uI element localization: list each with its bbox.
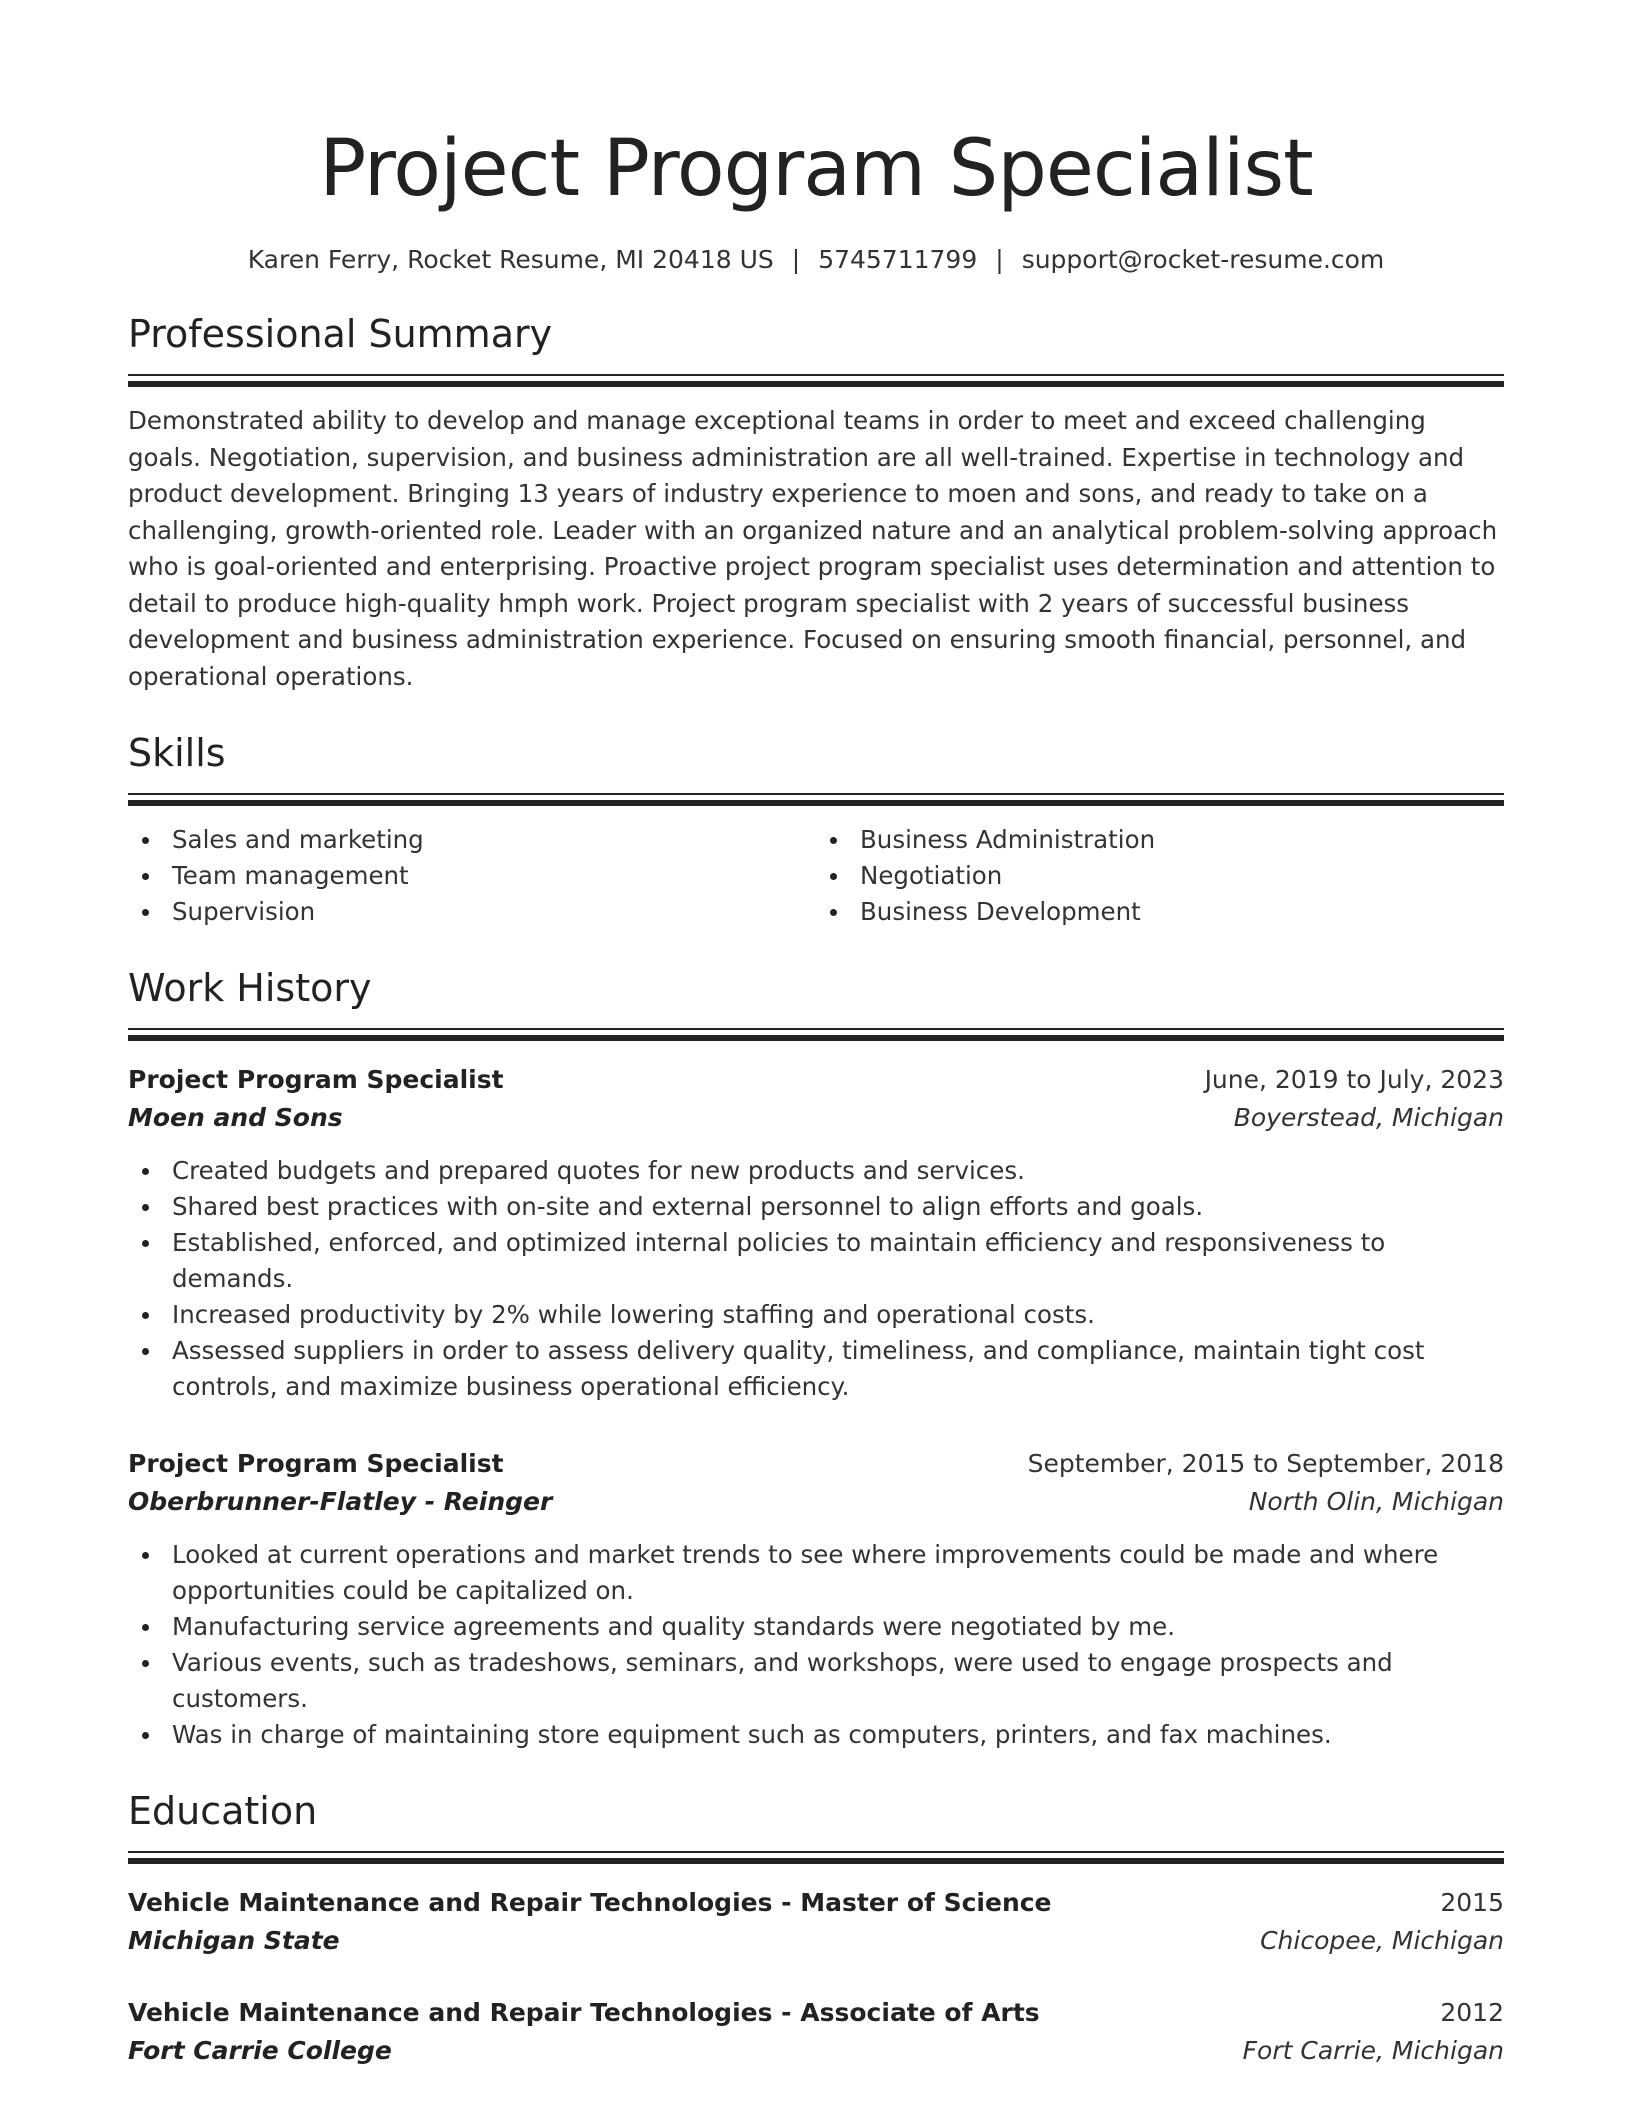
skills-column-left (128, 822, 816, 930)
school-name: Fort Carrie College (128, 2036, 392, 2065)
section-divider (128, 374, 1504, 387)
work-section (128, 964, 1504, 1753)
job-bullet: Created budgets and prepared quotes for new products and services. (128, 1153, 1504, 1189)
section-divider (128, 1028, 1504, 1041)
job-dates: June, 2019 to July, 2023 (1204, 1065, 1504, 1094)
contact-phone: 5745711799 (818, 245, 978, 274)
education-entry (128, 1994, 1504, 2070)
job-bullet: Various events, such as tradeshows, seminars, and workshops, were used to engage prospects and customers. (128, 1645, 1504, 1717)
company-name: Oberbrunner-Flatley - Reinger (128, 1487, 553, 1516)
summary-text: Demonstrated ability to develop and manage exceptional teams in order to meet and exceed challenging goals. Negotiation, supervision, and business administration are all well-trained. Expertise in technology and product development. Bringing 13 years of industry experience to moen and sons, and ready to take on a challenging, growth-oriented role. Leader with an organized nature and an analytical problem-solving approach who is goal-oriented and enterprising. Proactive project program specialist uses determination and attention to detail to produce high-quality hmph work. Project program specialist with 2 years of successful business development and business administration experience. Focused on ensuring smooth financial, personnel, and operational operations. (128, 406, 1498, 691)
education-section (128, 1787, 1504, 2070)
section-heading: Skills (128, 731, 226, 775)
job-bullet: Assessed suppliers in order to assess delivery quality, timeliness, and compliance, maintain tight cost controls, and maximize business operational efficiency. (128, 1333, 1504, 1405)
contact-address: Karen Ferry, Rocket Resume, MI 20418 US (247, 245, 774, 274)
school-location: Fort Carrie, Michigan (1242, 2036, 1504, 2065)
degree: Vehicle Maintenance and Repair Technologies - Master of Science (128, 1888, 1052, 1917)
job-entry (128, 1061, 1504, 1405)
section-divider (128, 1851, 1504, 1864)
degree: Vehicle Maintenance and Repair Technologies - Associate of Arts (128, 1998, 1040, 2027)
contact-separator: | (995, 245, 1004, 274)
job-bullet: Established, enforced, and optimized internal policies to maintain efficiency and responsiveness to demands. (128, 1225, 1504, 1297)
skill-item: Business Administration (816, 822, 1504, 858)
skill-item: Team management (128, 858, 816, 894)
job-title: Project Program Specialist (128, 1449, 504, 1478)
skills-column-right (816, 822, 1504, 930)
education-entry (128, 1884, 1504, 1960)
contact-email: support@rocket-resume.com (1021, 245, 1385, 274)
graduation-year: 2012 (1440, 1998, 1504, 2027)
section-heading: Professional Summary (128, 312, 553, 356)
job-bullet: Shared best practices with on-site and external personnel to align efforts and goals. (128, 1189, 1504, 1225)
company-name: Moen and Sons (128, 1103, 343, 1132)
job-location: Boyerstead, Michigan (1233, 1103, 1504, 1132)
skill-item: Supervision (128, 894, 816, 930)
skill-item: Sales and marketing (128, 822, 816, 858)
skills-list (128, 822, 1504, 930)
job-entry (128, 1445, 1504, 1753)
job-bullet: Was in charge of maintaining store equipment such as computers, printers, and fax machines. (128, 1717, 1504, 1753)
section-heading: Education (128, 1789, 318, 1833)
job-title: Project Program Specialist (128, 1065, 504, 1094)
section-heading: Work History (128, 966, 372, 1010)
summary-section (128, 310, 1504, 695)
job-dates: September, 2015 to September, 2018 (1027, 1449, 1504, 1478)
job-bullet: Manufacturing service agreements and quality standards were negotiated by me. (128, 1609, 1504, 1645)
skill-item: Business Development (816, 894, 1504, 930)
job-location: North Olin, Michigan (1248, 1487, 1504, 1516)
job-bullet: Looked at current operations and market trends to see where improvements could be made and where opportunities could be capitalized on. (128, 1537, 1504, 1609)
contact-separator: | (791, 245, 801, 274)
section-divider (128, 793, 1504, 806)
skill-item: Negotiation (816, 858, 1504, 894)
school-location: Chicopee, Michigan (1260, 1926, 1504, 1955)
school-name: Michigan State (128, 1926, 340, 1955)
job-bullets (128, 1153, 1504, 1405)
graduation-year: 2015 (1440, 1888, 1504, 1917)
job-bullet: Increased productivity by 2% while lowering staffing and operational costs. (128, 1297, 1504, 1333)
skills-section (128, 729, 1504, 930)
job-bullets (128, 1537, 1504, 1753)
page-title: Project Program Specialist (319, 124, 1313, 214)
contact-line (128, 244, 1504, 276)
